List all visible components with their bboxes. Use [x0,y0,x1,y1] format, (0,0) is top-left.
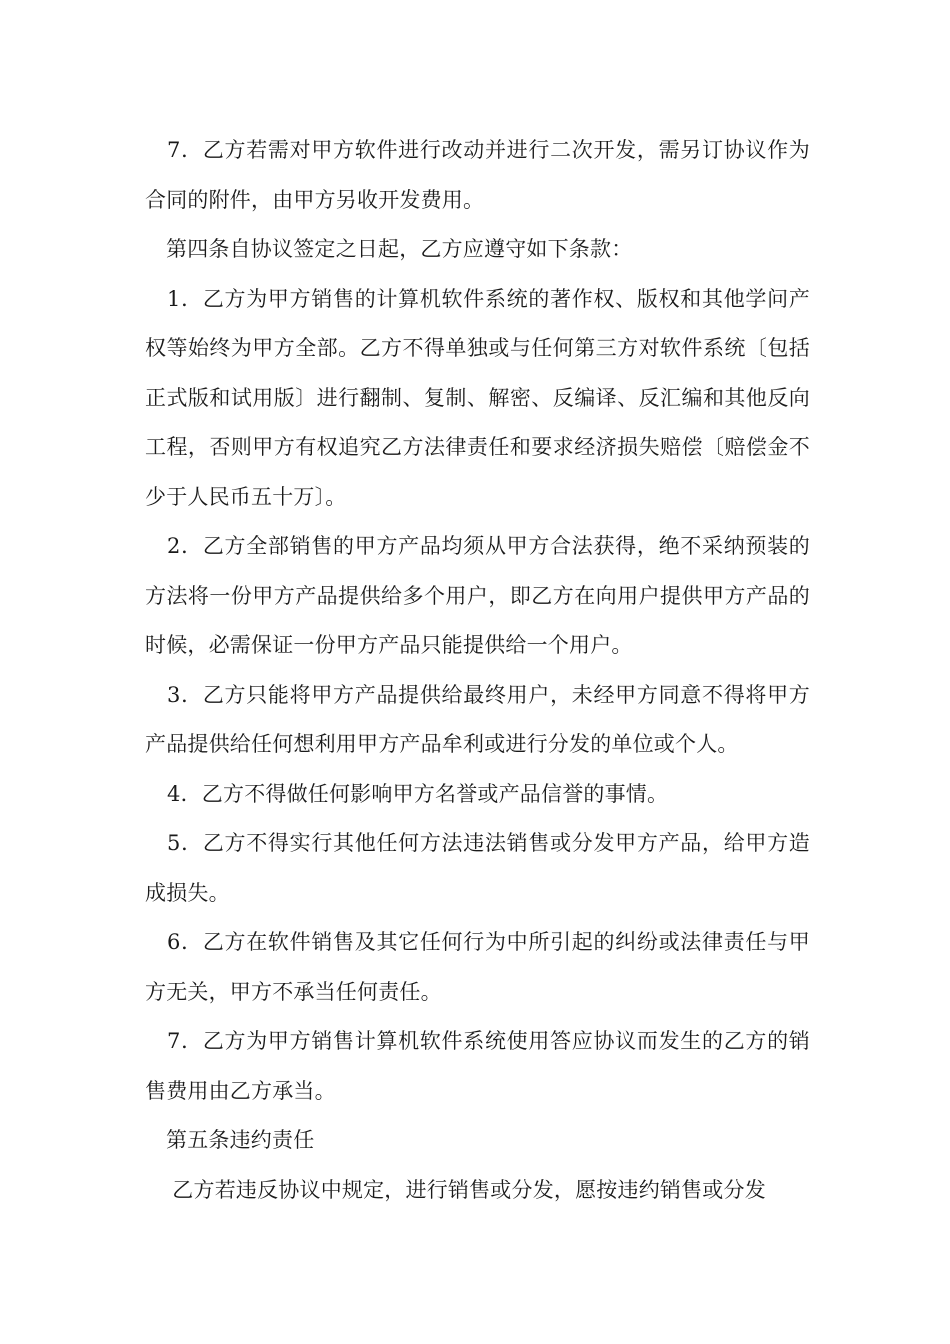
paragraph-clause-4-2: 2．乙方全部销售的甲方产品均须从甲方合法获得，绝不采纳预装的方法将一份甲方产品提供给多个用户，即乙方在向用户提供甲方产品的时候，必需保证一份甲方产品只能提供给一个用户。 [145,534,810,657]
paragraph-article-5-text: 乙方若违反协议中规定，进行销售或分发，愿按违约销售或分发 [172,1177,766,1202]
paragraph-clause-4-6: 6．乙方在软件销售及其它任何行为中所引起的纠纷或法律责任与甲方无关，甲方不承当任何责任。 [145,930,810,1004]
paragraph-clause-4-3: 3．乙方只能将甲方产品提供给最终用户，未经甲方同意不得将甲方产品提供给任何想利用甲方产品牟利或进行分发的单位或个人。 [145,682,810,756]
paragraph-clause-4-5: 5．乙方不得实行其他任何方法违法销售或分发甲方产品，给甲方造成损失。 [145,831,810,905]
paragraph-clause-4-4: 4．乙方不得做任何影响甲方名誉或产品信誉的事情。 [167,781,669,806]
article-5-heading: 第五条违约责任 [166,1128,315,1152]
paragraph-clause-4-7: 7．乙方为甲方销售计算机软件系统使用答应协议而发生的乙方的销售费用由乙方承当。 [145,1029,810,1103]
document-body [145,126,810,1215]
paragraph-clause-4-1: 1．乙方为甲方销售的计算机软件系统的著作权、版权和其他学问产权等始终为甲方全部。乙方不得单独或与任何第三方对软件系统〔包括正式版和试用版〕进行翻制、复制、解密、反编译、反汇编和其他反向工程，否则甲方有权追究乙方法律责任和要求经济损失赔偿〔赔偿金不少于人民币五十万〕。 [145,286,810,509]
paragraph-clause-3-7: 7．乙方若需对甲方软件进行改动并进行二次开发，需另订协议作为合同的附件，由甲方另收开发费用。 [145,138,810,212]
article-4-heading: 第四条自协议签定之日起，乙方应遵守如下条款： [166,237,633,261]
